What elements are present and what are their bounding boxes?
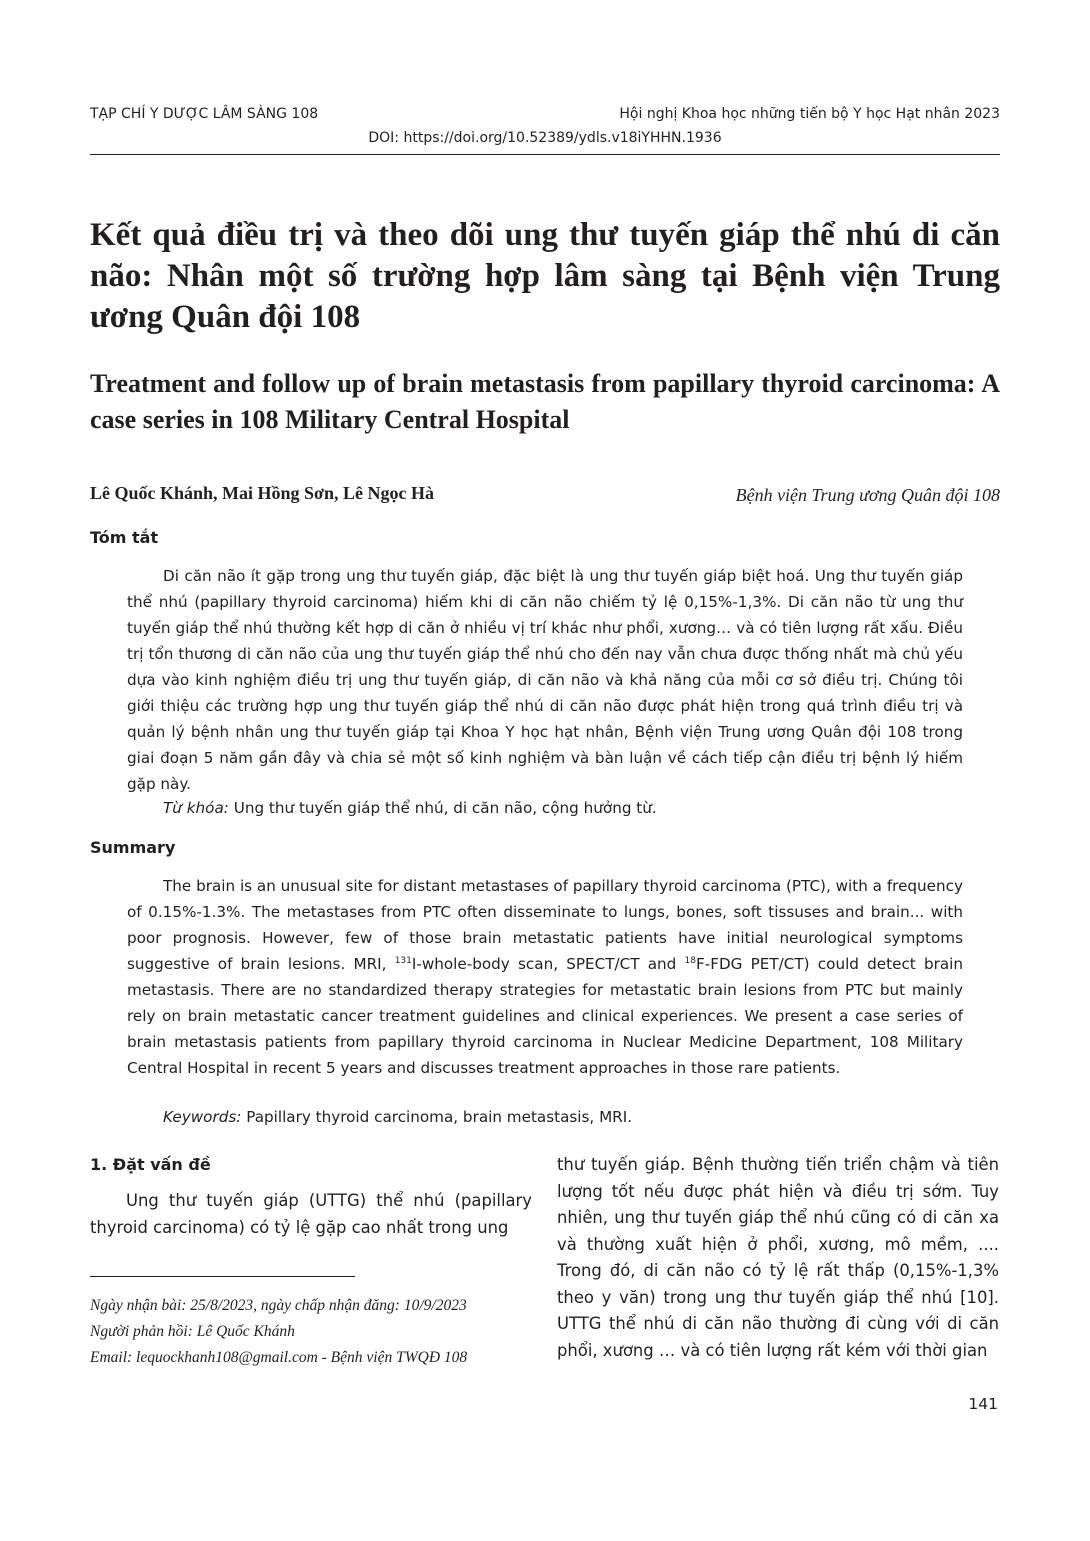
abstract-en-heading: Summary xyxy=(90,838,176,857)
title-vietnamese: Kết quả điều trị và theo dõi ung thư tuyến giáp thể nhú di căn não: Nhân một số trường hợp lâm sàng tại Bệnh viện Trung ương Quân đội 108 xyxy=(90,217,1000,335)
keywords-en-label: Keywords: xyxy=(163,1108,242,1126)
keywords-vi-label: Từ khóa: xyxy=(163,799,229,817)
affiliation: Bệnh viện Trung ương Quân đội 108 xyxy=(735,485,1000,505)
keywords-en-values: Papillary thyroid carcinoma, brain metastasis, MRI. xyxy=(241,1108,633,1126)
abstract-en-part-c: F-FDG PET/CT) could detect brain metastasis. There are no standardized therapy strategies for metastatic brain lesions from PTC but mainly rely on brain metastatic cancer treatment guidelines and clinical experiences. We present a case series of brain metastasis patients from papillary thyroid carcinoma in Nuclear Medicine Department, 108 Military Central Hospital in recent 5 years and discusses treatment approaches in those rare patients. xyxy=(127,955,964,1077)
keywords-vi xyxy=(163,795,657,821)
authors: Lê Quốc Khánh, Mai Hồng Sơn, Lê Ngọc Hà xyxy=(90,483,435,503)
abstract-en-text xyxy=(127,873,963,1081)
isotope-131-superscript: 131 xyxy=(394,955,412,966)
doi-link[interactable]: DOI: https://doi.org/10.52389/ydls.v18iYHHN.1936 xyxy=(368,130,722,146)
left-column xyxy=(90,1152,532,1241)
page-number: 141 xyxy=(968,1395,998,1413)
section1-right-paragraph: thư tuyến giáp. Bệnh thường tiến triển chậm và tiên lượng tốt nếu được phát hiện và điều trị sớm. Tuy nhiên, ung thư tuyến giáp thể nhú cũng có di căn xa và thường xuất hiện ở phổi, xương, mô mềm, .... Trong đó, di căn não có tỷ lệ rất thấp (0,15%-1,3% theo y văn) trong ung thư tuyến giáp thể nhú [10]. UTTG thể nhú di căn não thường đi cùng với di căn phổi, xương … và có tiên lượng rất kém với thời gian xyxy=(557,1155,999,1360)
footnote-reviewer: Người phản hồi: Lê Quốc Khánh xyxy=(90,1323,295,1340)
footnote-received-date: Ngày nhận bài: 25/8/2023, ngày chấp nhận đăng: 10/9/2023 xyxy=(90,1297,467,1314)
footnote-rule xyxy=(90,1276,355,1277)
section1-left-paragraph: Ung thư tuyến giáp (UTTG) thể nhú (papillary thyroid carcinoma) có tỷ lệ gặp cao nhất trong ung xyxy=(90,1191,532,1237)
conference-name: Hội nghị Khoa học những tiến bộ Y học Hạt nhân 2023 xyxy=(619,106,1000,122)
abstract-en-part-b: I-whole-body scan, SPECT/CT and xyxy=(411,955,685,973)
footnote-email[interactable]: Email: lequockhanh108@gmail.com - Bệnh viện TWQĐ 108 xyxy=(90,1349,468,1366)
journal-name: TẠP CHÍ Y DƯỢC LÂM SÀNG 108 xyxy=(90,106,319,122)
right-column xyxy=(557,1152,999,1364)
abstract-en-part-a: The brain is an unusual site for distant metastases of papillary thyroid carcinoma (PTC), with a frequency of 0.15%-1.3%. The metastases from PTC often disseminate to lungs, bones, soft tissuses and brain... with poor prognosis. However, few of those brain metastatic patients have initial neurological symptoms suggestive of brain lesions. MRI, xyxy=(127,877,963,973)
footnotes xyxy=(90,1293,532,1371)
header-rule xyxy=(90,154,1000,155)
isotope-18-superscript: 18 xyxy=(684,955,696,966)
abstract-vi-heading: Tóm tắt xyxy=(90,528,159,547)
title-english: Treatment and follow up of brain metastasis from papillary thyroid carcinoma: A case series in 108 Military Central Hospital xyxy=(90,369,1000,434)
running-header xyxy=(90,106,1000,156)
section1-heading: 1. Đặt vấn đề xyxy=(90,1155,211,1174)
keywords-en xyxy=(163,1104,632,1130)
keywords-vi-values: Ung thư tuyến giáp thể nhú, di căn não, cộng hưởng từ. xyxy=(228,799,657,817)
abstract-vi-text: Di căn não ít gặp trong ung thư tuyến giáp, đặc biệt là ung thư tuyến giáp biệt hoá. Ung thư tuyến giáp thể nhú (papillary thyroid carcinoma) hiếm khi di căn não chiếm tỷ lệ 0,15%-1,3%. Di căn não từ ung thư tuyến giáp thể nhú thường kết hợp di căn ở nhiều vị trí khác như phổi, xương… và có tiên lượng rất xấu. Điều trị tổn thương di căn não của ung thư tuyến giáp thể nhú cho đến nay vẫn chưa được thống nhất mà chủ yếu dựa vào kinh nghiệm điều trị ung thư tuyến giáp, di căn não và khả năng của mỗi cơ sở điều trị. Chúng tôi giới thiệu các trường hợp ung thư tuyến giáp thể nhú di căn não được phát hiện trong quá trình điều trị và quản lý bệnh nhân ung thư tuyến giáp tại Khoa Y học hạt nhân, Bệnh viện Trung ương Quân đội 108 trong giai đoạn 5 năm gần đây và chia sẻ một số kinh nghiệm và bàn luận về cách tiếp cận điều trị bệnh lý hiếm gặp này. xyxy=(127,567,963,793)
